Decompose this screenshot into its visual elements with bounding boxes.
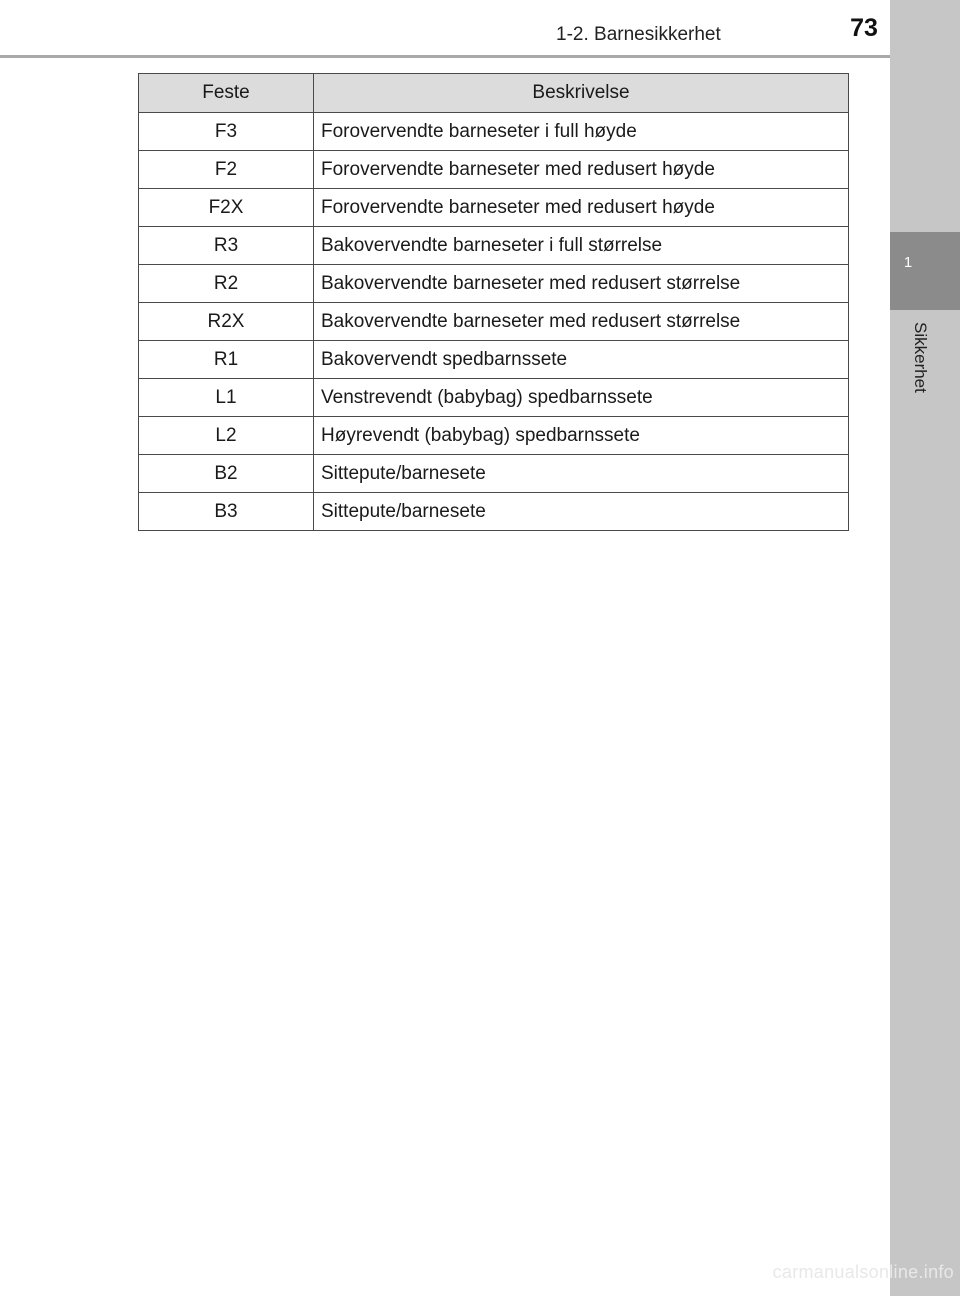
watermark: carmanualsonline.info xyxy=(772,1262,954,1282)
mount-description: Bakovervendte barneseter med redusert størrelse xyxy=(314,303,849,341)
mount-code: B2 xyxy=(139,455,314,493)
table-row xyxy=(139,113,849,151)
table-row xyxy=(139,379,849,417)
mount-code: R2X xyxy=(139,303,314,341)
mount-code: R2 xyxy=(139,265,314,303)
mount-code: F2 xyxy=(139,151,314,189)
mount-code: L2 xyxy=(139,417,314,455)
table-row xyxy=(139,265,849,303)
table-row xyxy=(139,417,849,455)
mount-description: Bakovervendte barneseter med redusert størrelse xyxy=(314,265,849,303)
column-header-beskrivelse: Beskrivelse xyxy=(314,74,849,113)
table-row xyxy=(139,227,849,265)
mount-code: B3 xyxy=(139,493,314,531)
mount-description: Bakovervendte barneseter i full størrelse xyxy=(314,227,849,265)
table-row xyxy=(139,303,849,341)
mount-description: Høyrevendt (babybag) spedbarnssete xyxy=(314,417,849,455)
mount-description: Forovervendte barneseter i full høyde xyxy=(314,113,849,151)
mount-description: Venstrevendt (babybag) spedbarnssete xyxy=(314,379,849,417)
mount-code: R3 xyxy=(139,227,314,265)
mount-code: F2X xyxy=(139,189,314,227)
chapter-number: 1 xyxy=(903,254,913,271)
table-row xyxy=(139,455,849,493)
table-row xyxy=(139,189,849,227)
side-tab xyxy=(890,0,960,1296)
chapter-label: Sikkerhet xyxy=(911,322,930,393)
mount-type-table xyxy=(138,73,849,531)
mount-code: R1 xyxy=(139,341,314,379)
table-header-row xyxy=(139,74,849,113)
mount-description: Sittepute/barnesete xyxy=(314,455,849,493)
mount-code: F3 xyxy=(139,113,314,151)
mount-code: L1 xyxy=(139,379,314,417)
table-row xyxy=(139,151,849,189)
page-number: 73 xyxy=(850,14,878,42)
mount-description: Sittepute/barnesete xyxy=(314,493,849,531)
table-row xyxy=(139,493,849,531)
mount-description: Forovervendte barneseter med redusert høyde xyxy=(314,151,849,189)
mount-description: Bakovervendt spedbarnssete xyxy=(314,341,849,379)
column-header-feste: Feste xyxy=(139,74,314,113)
table-row xyxy=(139,341,849,379)
section-title: 1-2. Barnesikkerhet xyxy=(556,24,721,45)
header-divider xyxy=(0,55,890,58)
chapter-tab xyxy=(890,232,960,310)
mount-description: Forovervendte barneseter med redusert høyde xyxy=(314,189,849,227)
